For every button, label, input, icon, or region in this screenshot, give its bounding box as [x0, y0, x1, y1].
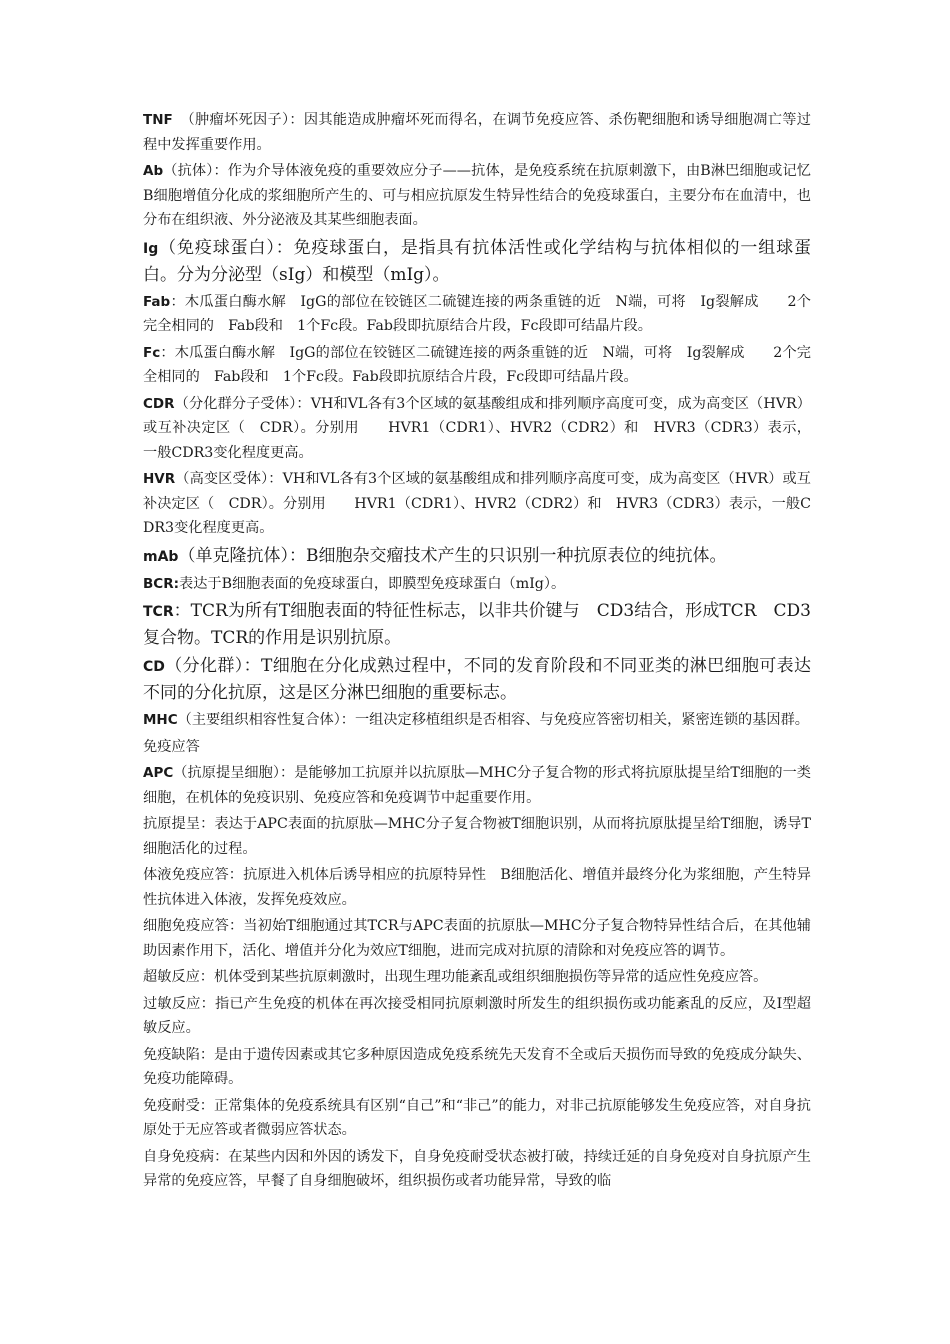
entry-fab [143, 290, 811, 339]
document-body [143, 108, 811, 1196]
entry-tcr [143, 598, 811, 651]
entry-mab [143, 543, 811, 570]
entry-text: 自身免疫病：在某些内因和外因的诱发下，自身免疫耐受状态被打破，持续迁延的自身免疫对自身抗原产生异常的免疫应答，早餐了自身细胞破坏，组织损伤或者功能异常，导致的临 [143, 1148, 811, 1189]
entry-text: （免疫球蛋白）：免疫球蛋白，是指具有抗体活性或化学结构与抗体相似的一组球蛋白。分为分泌型（sIg）和模型（mIg）。 [143, 237, 811, 285]
entry-term: MHC [143, 712, 178, 728]
entry-text: 超敏反应：机体受到某些抗原刺激时，出现生理功能紊乱或组织细胞损伤等异常的适应性免疫应答。 [143, 969, 768, 985]
entry-hvr [143, 467, 811, 541]
entry-apc [143, 761, 811, 810]
entry-term: TCR [143, 604, 174, 620]
entry-bcr [143, 572, 811, 597]
entry-text: （分化群）：T细胞在分化成熟过程中，不同的发育阶段和不同亚类的淋巴细胞可表达不同的分化抗原，这是区分淋巴细胞的重要标志。 [143, 656, 811, 703]
entry-immunodeficiency [143, 1043, 811, 1092]
entry-term: Fab [143, 293, 171, 310]
entry-text: 表达于B细胞表面的免疫球蛋白，即膜型免疫球蛋白（mIg）。 [179, 575, 566, 592]
entry-text: 免疫缺陷：是由于遗传因素或其它多种原因造成免疫系统先天发育不全或后天损伤而导致的免疫成分缺失、免疫功能障碍。 [143, 1046, 811, 1087]
entry-text: 抗原提呈：表达于APC表面的抗原肽—MHC分子复合物被T细胞识别，从而将抗原肽提呈给T细胞，诱导T细胞活化的过程。 [143, 816, 811, 857]
entry-text: ：TCR为所有T细胞表面的特征性标志，以非共价键与 CD3结合，形成TCR CD3复合物。TCR的作用是识别抗原。 [143, 601, 811, 648]
entry-term: CDR [143, 395, 175, 412]
entry-text: （抗原提呈细胞）：是能够加工抗原并以抗原肽—MHC分子复合物的形式将抗原肽提呈给T细胞的一类细胞，在机体的免疫识别、免疫应答和免疫调节中起重要作用。 [143, 765, 811, 806]
entry-text: 免疫应答 [143, 738, 200, 755]
entry-term: Ig [143, 240, 159, 257]
entry-text: ：木瓜蛋白酶水解 IgG的部位在铰链区二硫键连接的两条重链的近 N端，可将 Ig裂解成 2个完全相同的 Fab段和 1个Fc段。Fab段即抗原结合片段，Fc段即可结晶片段。 [143, 293, 811, 334]
entry-text: 体液免疫应答：抗原进入机体后诱导相应的抗原特异性 B细胞活化、增值并最终分化为浆细胞，产生特异性抗体进入体液，发挥免疫效应。 [143, 867, 811, 908]
entry-text: （分化群分子受体）：VH和VL各有3个区域的氨基酸组成和排列顺序高度可变，成为高变区（HVR）或互补决定区（ CDR）。分别用 HVR1（CDR1）、HVR2（CDR2）和 HVR3（CDR3）表示，一般CDR3变化程度更高。 [143, 395, 811, 461]
entry-text: （高变区受体）：VH和VL各有3个区域的氨基酸组成和排列顺序高度可变，成为高变区（HVR）或互补决定区（ CDR）。分别用 HVR1（CDR1）、HVR2（CDR2）和 HVR3（CDR3）表示，一般CDR3变化程度更高。 [143, 471, 811, 536]
entry-term: HVR [143, 471, 176, 487]
entry-term: Ab [143, 163, 164, 179]
entry-term: mAb [143, 548, 179, 565]
entry-text: （肿瘤坏死因子）：因其能造成肿瘤坏死而得名，在调节免疫应答、杀伤靶细胞和诱导细胞凋亡等过程中发挥重要作用。 [143, 112, 811, 153]
entry-term: CD [143, 659, 165, 675]
entry-term: Fc [143, 344, 161, 361]
entry-cdr [143, 392, 811, 466]
entry-cellular-response [143, 914, 811, 963]
entry-ab [143, 159, 811, 233]
section-heading [143, 735, 811, 760]
entry-fc [143, 341, 811, 390]
entry-ig [143, 235, 811, 288]
entry-cd [143, 653, 811, 706]
entry-term: APC [143, 765, 174, 781]
entry-term: BCR: [143, 575, 179, 592]
entry-humoral-response [143, 863, 811, 912]
entry-text: （主要组织相容性复合体）：一组决定移植组织是否相容、与免疫应答密切相关，紧密连锁的基因群。 [177, 712, 809, 728]
entry-text: （抗体）：作为介导体液免疫的重要效应分子——抗体，是免疫系统在抗原刺激下，由B淋巴细胞或记忆B细胞增值分化成的浆细胞所产生的、可与相应抗原发生特异性结合的免疫球蛋白，主要分布在血清中，也分布在组织液、外分泌液及其某些细胞表面。 [143, 163, 811, 228]
entry-hypersensitivity [143, 965, 811, 990]
entry-autoimmune-disease [143, 1145, 811, 1194]
entry-text: ：木瓜蛋白酶水解 IgG的部位在铰链区二硫键连接的两条重链的近 N端，可将 Ig裂解成 2个完全相同的 Fab段和 1个Fc段。Fab段即抗原结合片段，Fc段即可结晶片段。 [143, 344, 811, 385]
entry-mhc [143, 708, 811, 733]
entry-text: 免疫耐受：正常集体的免疫系统具有区别“自己”和“非己”的能力，对非己抗原能够发生免疫应答，对自身抗原处于无应答或者微弱应答状态。 [143, 1097, 811, 1138]
entry-immune-tolerance [143, 1094, 811, 1143]
entry-antigen-presentation [143, 812, 811, 861]
entry-term: TNF [143, 112, 173, 128]
entry-text: 过敏反应：指已产生免疫的机体在再次接受相同抗原刺激时所发生的组织损伤或功能紊乱的反应，及Ⅰ型超敏反应。 [143, 995, 811, 1036]
entry-tnf [143, 108, 811, 157]
entry-text: 细胞免疫应答：当初始T细胞通过其TCR与APC表面的抗原肽—MHC分子复合物特异性结合后，在其他辅助因素作用下，活化、增值并分化为效应T细胞，进而完成对抗原的清除和对免疫应答的调节。 [143, 918, 811, 959]
entry-text: （单克隆抗体）：B细胞杂交瘤技术产生的只识别一种抗原表位的纯抗体。 [178, 545, 727, 566]
entry-allergy [143, 992, 811, 1041]
